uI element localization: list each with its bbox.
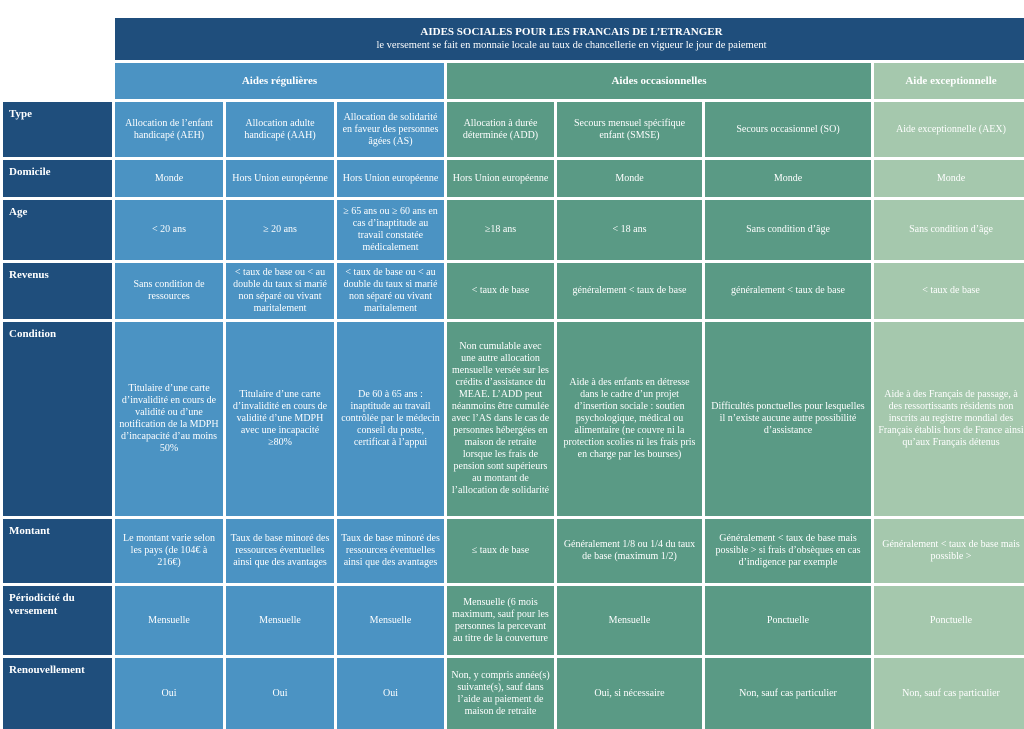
row-label-condition: Condition	[3, 322, 112, 516]
table-cell: Ponctuelle	[705, 586, 871, 655]
table-header	[115, 18, 1024, 60]
table-cell: Oui, si nécessaire	[557, 658, 702, 729]
table-cell: Difficultés ponctuelles pour lesquelles il n’existe aucune autre possibilité d’assistance	[705, 322, 871, 516]
aid-table	[3, 18, 1024, 717]
row-label-age: Age	[3, 200, 112, 260]
table-cell: Monde	[705, 160, 871, 197]
table-cell: Non, sauf cas particulier	[705, 658, 871, 729]
group-header-regulieres: Aides régulières	[115, 63, 444, 99]
table-cell: Non, sauf cas particulier	[874, 658, 1024, 729]
table-cell: Allocation adulte handicapé (AAH)	[226, 102, 334, 157]
table-cell: Généralement < taux de base mais possible >	[874, 519, 1024, 583]
page-title: AIDES SOCIALES POUR LES FRANCAIS DE L’ETRANGER	[420, 26, 723, 38]
table-cell: Sans condition de ressources	[115, 263, 223, 319]
table-cell: Monde	[115, 160, 223, 197]
table-cell: ≤ taux de base	[447, 519, 554, 583]
table-cell: De 60 à 65 ans : inaptitude au travail contrôlée par le médecin conseil du poste, certificat à l’appui	[337, 322, 444, 516]
page-subtitle: le versement se fait en monnaie locale au taux de chancellerie en vigueur le jour de paiement	[376, 40, 767, 51]
table-cell: Secours mensuel spécifique enfant (SMSE)	[557, 102, 702, 157]
table-cell: < taux de base	[447, 263, 554, 319]
row-label-renouvellement: Renouvellement	[3, 658, 112, 729]
table-cell: Oui	[226, 658, 334, 729]
table-cell: Oui	[115, 658, 223, 729]
table-cell: Ponctuelle	[874, 586, 1024, 655]
table-cell: Le montant varie selon les pays (de 104€ à 216€)	[115, 519, 223, 583]
row-label-montant: Montant	[3, 519, 112, 583]
table-cell: < taux de base ou < au double du taux si marié non séparé ou vivant maritalement	[226, 263, 334, 319]
table-cell: Hors Union européenne	[226, 160, 334, 197]
table-cell: Non cumulable avec une autre allocation mensuelle versée sur les crédits d’assistance du MEAE. L’ADD peut néanmoins être cumulée avec l’AS dans le cas de personnes hébergées en maison de retraite lorsque les frais de pension sont supérieurs au montant de l’allocation de solidarité	[447, 322, 554, 516]
table-cell: Hors Union européenne	[337, 160, 444, 197]
row-label-domicile: Domicile	[3, 160, 112, 197]
table-cell: Aide à des enfants en détresse dans le cadre d’un projet d’insertion sociale : soutien psychologique, médical ou alimentaire (ne couvre ni la protection scolies ni les frais pris en charge par les bourses)	[557, 322, 702, 516]
table-cell: Allocation à durée déterminée (ADD)	[447, 102, 554, 157]
table-cell: Mensuelle (6 mois maximum, sauf pour les personnes la percevant au titre de la couverture	[447, 586, 554, 655]
table-cell: généralement < taux de base	[705, 263, 871, 319]
table-cell: Hors Union européenne	[447, 160, 554, 197]
table-cell: Généralement < taux de base mais possible > si frais d’obsèques en cas d’indigence par exemple	[705, 519, 871, 583]
table-cell: < taux de base	[874, 263, 1024, 319]
table-cell: Taux de base minoré des ressources éventuelles ainsi que des avantages	[337, 519, 444, 583]
table-cell: Oui	[337, 658, 444, 729]
table-cell: Titulaire d’une carte d’invalidité en cours de validité d’une MDPH avec une incapacité ≥80%	[226, 322, 334, 516]
table-cell: Allocation de solidarité en faveur des personnes âgées (AS)	[337, 102, 444, 157]
table-cell: Sans condition d’âge	[705, 200, 871, 260]
table-cell: Sans condition d’âge	[874, 200, 1024, 260]
table-cell: Secours occasionnel (SO)	[705, 102, 871, 157]
table-cell: Monde	[557, 160, 702, 197]
row-label-type: Type	[3, 102, 112, 157]
table-cell: < taux de base ou < au double du taux si marié non séparé ou vivant maritalement	[337, 263, 444, 319]
table-cell: Mensuelle	[337, 586, 444, 655]
table-cell: Généralement 1/8 ou 1/4 du taux de base (maximum 1/2)	[557, 519, 702, 583]
table-cell: Aide à des Français de passage, à des ressortissants résidents non inscrits au registre mondial des Français établis hors de France ainsi qu’aux Français détenus	[874, 322, 1024, 516]
row-label-periodicite: Périodicité du versement	[3, 586, 112, 655]
table-cell: < 20 ans	[115, 200, 223, 260]
group-header-exceptionnelle: Aide exceptionnelle	[874, 63, 1024, 99]
table-cell: ≥18 ans	[447, 200, 554, 260]
table-cell: < 18 ans	[557, 200, 702, 260]
table-cell: ≥ 20 ans	[226, 200, 334, 260]
table-cell: ≥ 65 ans ou ≥ 60 ans en cas d’inaptitude au travail constatée médicalement	[337, 200, 444, 260]
table-cell: généralement < taux de base	[557, 263, 702, 319]
blank-corner	[3, 18, 112, 99]
table-cell: Mensuelle	[557, 586, 702, 655]
table-cell: Monde	[874, 160, 1024, 197]
table-cell: Aide exceptionnelle (AEX)	[874, 102, 1024, 157]
group-header-occasionnelles: Aides occasionnelles	[447, 63, 871, 99]
table-cell: Mensuelle	[226, 586, 334, 655]
table-cell: Mensuelle	[115, 586, 223, 655]
row-label-revenus: Revenus	[3, 263, 112, 319]
table-cell: Non, y compris année(s) suivante(s), sauf dans l’aide au paiement de maison de retraite	[447, 658, 554, 729]
table-cell: Allocation de l’enfant handicapé (AEH)	[115, 102, 223, 157]
table-cell: Taux de base minoré des ressources éventuelles ainsi que des avantages	[226, 519, 334, 583]
table-cell: Titulaire d’une carte d’invalidité en cours de validité ou d’une notification de la MDPH d’incapacité d’au moins 50%	[115, 322, 223, 516]
